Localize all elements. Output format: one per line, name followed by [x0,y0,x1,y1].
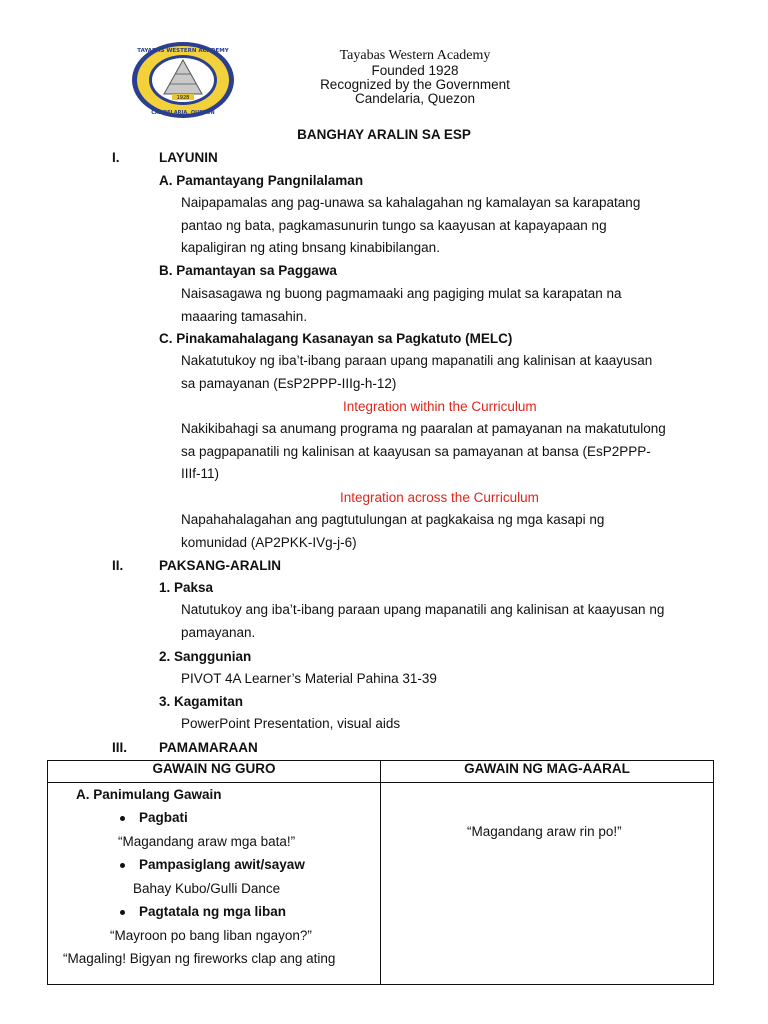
table-header-row [48,761,714,783]
logo-text-top: TAYABAS WESTERN ACADEMY [137,48,229,54]
topic-label: 1. Paksa [159,580,214,595]
section-1-number: I. [112,150,120,165]
text-line: Napahahalagahan ang pagtutulungan at pagkakaisa ng mga kasapi ng [181,512,605,527]
text-line: sa pamayanan (EsP2PPP-IIIg-h-12) [181,375,397,391]
materials-text [181,713,726,736]
reference-text [181,668,726,691]
section-1-label: LAYUNIN [159,150,218,165]
section-1b-text [181,283,726,328]
bullet-energizer [120,857,305,872]
teacher-column-header: GAWAIN NG GURO [48,761,381,783]
bullet-label: Pampasiglang awit/sayaw [139,857,305,872]
section-3-number: III. [112,740,128,755]
section-1c-label: C. Pinakamahalagang Kasanayan sa Pagkatuto (MELC) [159,331,513,346]
student-greeting-reply: “Magandang araw rin po!” [467,824,622,839]
table-row [48,783,714,985]
school-logo [130,40,236,120]
text-line: Naipapamalas ang pag-unawa sa kahalagahan ng kamalayan sa karapatang [181,195,641,210]
text-line: Naisasagawa ng buong pagmamaaki ang pagiging mulat sa karapatan na [181,286,622,301]
procedure-table [47,760,714,985]
text-line: IIIf-11) [181,466,220,481]
text-line: PowerPoint Presentation, visual aids [181,716,401,731]
reference-label: 2. Sanggunian [159,649,252,664]
bullet-icon [120,816,125,821]
school-location: Candelaria, Quezon [354,91,476,106]
text-line: Nakatutukoy ng iba’t-ibang paraan upang mapanatili ang kalinisan at kaayusan [181,353,653,368]
section-2-number: II. [112,558,124,573]
bullet-icon [120,863,125,868]
section-3-label: PAMAMARAAN [159,740,258,755]
section-1c-text [181,350,726,395]
integration-within-heading: Integration within the Curriculum [343,399,537,414]
text-line: komunidad (AP2PKK-IVg-j-6) [181,534,357,550]
text-line: Natutukoy ang iba’t-ibang paraan upang mapanatili ang kalinisan at kaayusan ng [181,602,665,617]
text-line: maaaring tamasahin. [181,308,308,324]
student-column-header: GAWAIN NG MAG-AARAL [381,761,714,783]
teacher-activities [48,783,380,984]
integration-within-text [181,418,726,486]
text-line: pamayanan. [181,624,256,640]
attendance-text: “Mayroon po bang liban ngayon?” [110,928,312,943]
text-line: pantao ng bata, pagkamasunurin tungo sa kaayusan at kapayapaan ng [181,217,607,233]
text-line: Nakikibahagi sa anumang programa ng paaralan at pamayanan na makatutulong [181,421,666,436]
bullet-icon [120,910,125,915]
section-1a-label: A. Pamantayang Pangnilalaman [159,173,364,188]
logo-text-bottom: CANDELARIA, QUEZON [151,110,215,116]
school-name: Tayabas Western Academy [339,48,491,63]
materials-label: 3. Kagamitan [159,694,244,709]
school-founded: Founded 1928 [371,63,459,78]
section-2-label: PAKSANG-ARALIN [159,558,281,573]
text-line: kapaligiran ng ating bnsang kinabibilangan. [181,240,440,255]
activity-subheading: A. Panimulang Gawain [76,787,222,802]
greeting-text: “Magandang araw mga bata!” [118,834,296,849]
text-line: PIVOT 4A Learner’s Material Pahina 31-39 [181,671,437,686]
school-recognition: Recognized by the Government [320,77,510,92]
section-1b-label: B. Pamantayan sa Paggawa [159,263,337,278]
integration-across-heading: Integration across the Curriculum [340,490,539,505]
section-1a-text [181,192,726,260]
bullet-label: Pagbati [139,810,188,825]
energizer-text: Bahay Kubo/Gulli Dance [133,881,281,896]
bullet-greeting [120,810,188,825]
bullet-attendance [120,904,286,919]
topic-text [181,599,726,644]
bullet-label: Pagtatala ng mga liban [139,904,287,919]
praise-text: “Magaling! Bigyan ng fireworks clap ang ating [63,951,336,966]
document-title: BANGHAY ARALIN SA ESP [297,127,471,142]
logo-year: 1928 [176,95,190,101]
student-activities [381,783,713,984]
text-line: sa pagpapanatili ng kalinisan at kaayusan sa pamayanan at bansa (EsP2PPP- [181,443,651,459]
integration-across-text [181,509,726,554]
